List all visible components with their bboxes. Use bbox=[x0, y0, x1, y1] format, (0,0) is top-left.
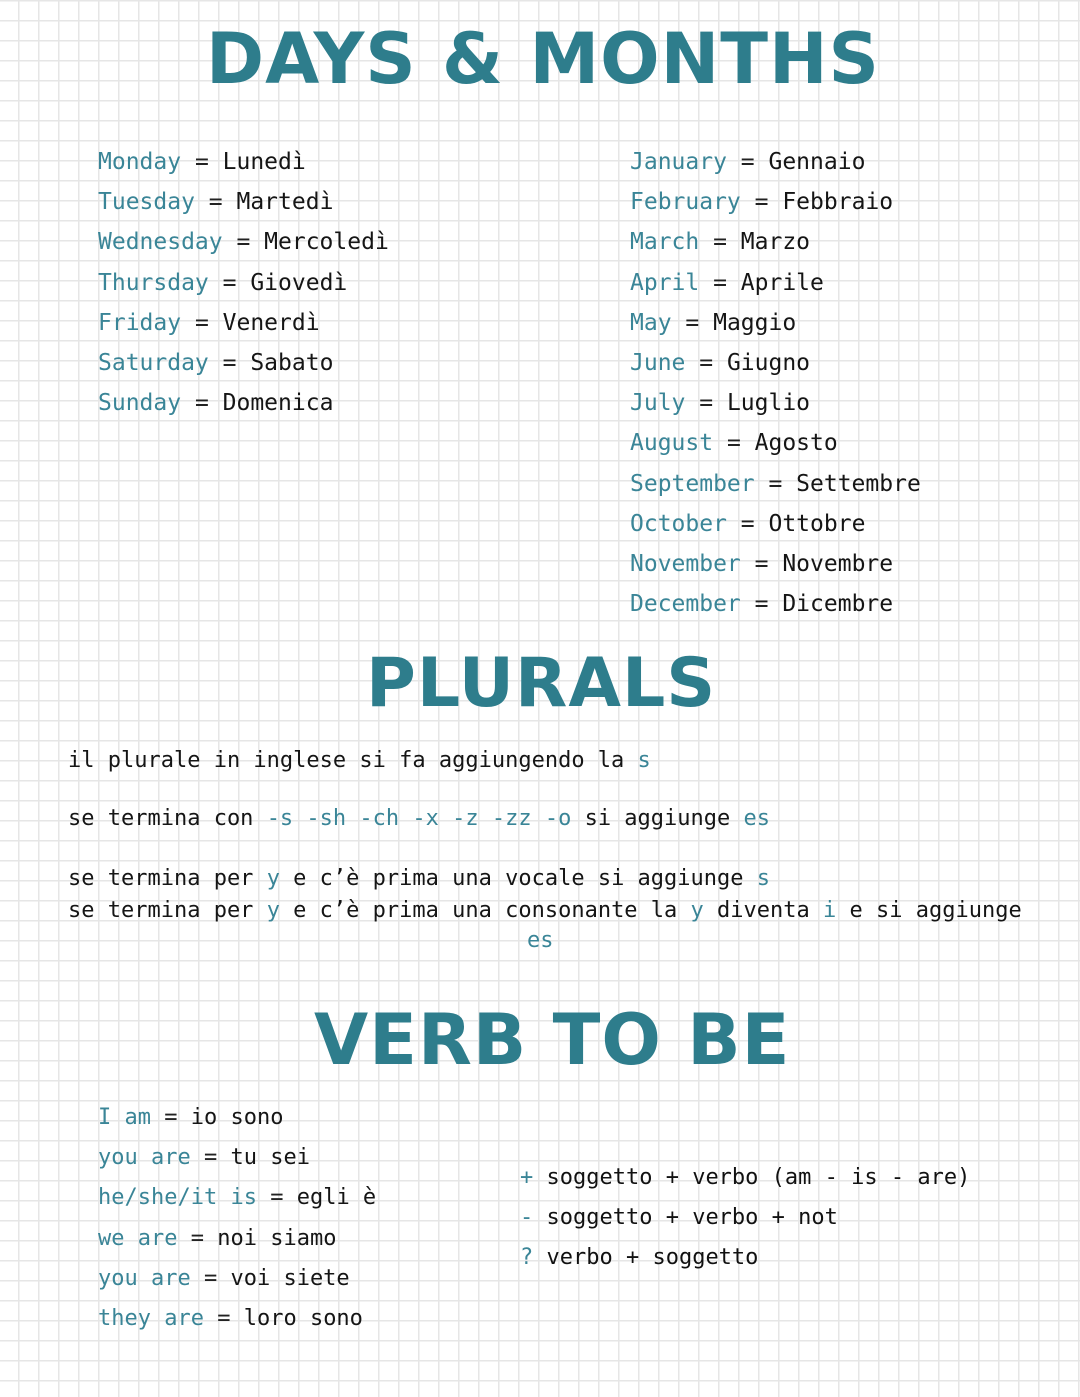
plurals-title: PLURALS bbox=[366, 644, 717, 723]
month-english: January bbox=[630, 149, 727, 175]
month-row: September = Settembre bbox=[630, 470, 921, 497]
letter-y: y bbox=[266, 898, 280, 923]
month-english: June bbox=[630, 349, 686, 376]
day-row: Monday = Lunedì bbox=[98, 149, 306, 175]
plural-rule-2: se termina con -s -sh -ch -x -z -zz -o si aggiunge es bbox=[68, 806, 771, 831]
sentence-forms-list bbox=[520, 1158, 970, 1279]
month-row: August = Agosto bbox=[630, 430, 838, 457]
month-english: July bbox=[630, 390, 686, 417]
month-row: July = Luglio bbox=[630, 390, 811, 417]
month-english: September bbox=[630, 470, 755, 497]
conjugation-row: he/she/it is = egli è bbox=[98, 1185, 377, 1211]
pronoun-verb-english: you are bbox=[98, 1265, 191, 1291]
letter-y: y bbox=[266, 866, 280, 891]
conjugation-row: they are = loro sono bbox=[98, 1305, 363, 1331]
month-italian: Maggio bbox=[713, 309, 797, 336]
month-english: November bbox=[630, 550, 741, 577]
conjugation-row: you are = tu sei bbox=[98, 1145, 310, 1171]
month-row: November = Novembre bbox=[630, 550, 894, 577]
pronoun-verb-italian: noi siamo bbox=[217, 1225, 337, 1251]
day-row: Friday = Venerdì bbox=[98, 309, 320, 336]
pronoun-verb-english: he/she/it is bbox=[98, 1185, 257, 1211]
day-english: Sunday bbox=[98, 390, 182, 417]
day-row: Tuesday = Martedì bbox=[98, 189, 334, 216]
verb-conjugation-list bbox=[98, 1098, 376, 1339]
pronoun-verb-italian: loro sono bbox=[243, 1305, 363, 1331]
month-row: October = Ottobre bbox=[630, 510, 866, 537]
day-english: Thursday bbox=[98, 269, 209, 296]
pronoun-verb-italian: egli è bbox=[296, 1185, 377, 1211]
day-italian: Lunedì bbox=[222, 149, 306, 175]
pronoun-verb-english: you are bbox=[98, 1145, 191, 1171]
day-row: Wednesday = Mercoledì bbox=[98, 229, 389, 256]
month-english: December bbox=[630, 591, 741, 618]
days-list bbox=[98, 142, 389, 423]
day-italian: Domenica bbox=[222, 390, 334, 417]
month-english: March bbox=[630, 229, 700, 256]
verb-to-be-title: VERB TO BE bbox=[314, 999, 791, 1081]
form-negative: - soggetto + verbo + not bbox=[520, 1205, 838, 1231]
pronoun-verb-italian: tu sei bbox=[230, 1145, 310, 1171]
pronoun-verb-italian: io sono bbox=[190, 1105, 284, 1130]
pronoun-verb-english: we are bbox=[98, 1225, 178, 1251]
month-row: May = Maggio bbox=[630, 309, 797, 336]
suffix-s: s bbox=[637, 748, 651, 773]
months-list bbox=[630, 142, 921, 624]
day-english: Friday bbox=[98, 309, 182, 336]
day-row: Sunday = Domenica bbox=[98, 390, 334, 417]
month-row: April = Aprile bbox=[630, 269, 824, 296]
month-italian: Febbraio bbox=[782, 189, 894, 216]
month-row: December = Dicembre bbox=[630, 591, 894, 618]
pronoun-verb-english: I am bbox=[98, 1105, 151, 1130]
day-english: Saturday bbox=[98, 349, 209, 376]
letter-y: y bbox=[690, 898, 704, 923]
month-italian: Novembre bbox=[782, 550, 894, 577]
month-italian: Marzo bbox=[740, 229, 811, 256]
day-italian: Venerdì bbox=[222, 309, 320, 336]
plus-symbol: + bbox=[520, 1165, 534, 1190]
month-italian: Luglio bbox=[726, 390, 811, 417]
day-italian: Mercoledì bbox=[264, 229, 389, 256]
month-english: February bbox=[630, 189, 741, 216]
question-symbol: ? bbox=[520, 1245, 534, 1271]
month-italian: Gennaio bbox=[768, 149, 866, 175]
day-row: Thursday = Giovedì bbox=[98, 269, 348, 296]
month-italian: Aprile bbox=[740, 269, 824, 296]
day-english: Wednesday bbox=[98, 229, 223, 256]
day-row: Saturday = Sabato bbox=[98, 349, 334, 376]
day-english: Monday bbox=[98, 149, 182, 175]
month-row: June = Giugno bbox=[630, 349, 811, 376]
letter-i: i bbox=[823, 898, 837, 923]
month-italian: Giugno bbox=[726, 349, 811, 376]
month-row: March = Marzo bbox=[630, 229, 811, 256]
month-italian: Dicembre bbox=[782, 591, 894, 618]
plural-rule-3: se termina per y e c’è prima una vocale si aggiunge s bbox=[68, 866, 771, 891]
month-italian: Settembre bbox=[796, 470, 921, 497]
suffix-es: es bbox=[743, 806, 771, 831]
day-italian: Sabato bbox=[250, 349, 334, 376]
month-english: April bbox=[630, 269, 700, 296]
conjugation-row: you are = voi siete bbox=[98, 1265, 350, 1291]
endings-list: -s -sh -ch -x -z -zz -o bbox=[266, 806, 572, 831]
month-italian: Ottobre bbox=[768, 510, 866, 537]
form-affirmative: + soggetto + verbo (am - is - are) bbox=[520, 1165, 971, 1190]
suffix-es: es bbox=[527, 928, 554, 953]
day-italian: Giovedì bbox=[250, 269, 348, 296]
day-english: Tuesday bbox=[98, 189, 195, 216]
month-english: August bbox=[630, 430, 714, 457]
form-interrogative: ? verbo + soggetto bbox=[520, 1245, 759, 1271]
minus-symbol: - bbox=[520, 1205, 534, 1231]
month-row: January = Gennaio bbox=[630, 149, 866, 175]
suffix-s: s bbox=[756, 866, 771, 891]
pronoun-verb-italian: voi siete bbox=[230, 1265, 350, 1291]
month-row: February = Febbraio bbox=[630, 189, 894, 216]
month-english: October bbox=[630, 510, 727, 537]
day-italian: Martedì bbox=[236, 189, 334, 216]
conjugation-row: we are = noi siamo bbox=[98, 1225, 337, 1251]
pronoun-verb-english: they are bbox=[98, 1305, 204, 1331]
plural-rule-4: se termina per y e c’è prima una consonante la y diventa i e si aggiunge bbox=[68, 898, 1022, 923]
plural-rule-1: il plurale in inglese si fa aggiungendo la s bbox=[68, 748, 651, 773]
days-months-title: DAYS & MONTHS bbox=[206, 18, 880, 100]
month-english: May bbox=[630, 309, 672, 336]
conjugation-row: I am = io sono bbox=[98, 1105, 284, 1130]
month-italian: Agosto bbox=[754, 430, 838, 457]
